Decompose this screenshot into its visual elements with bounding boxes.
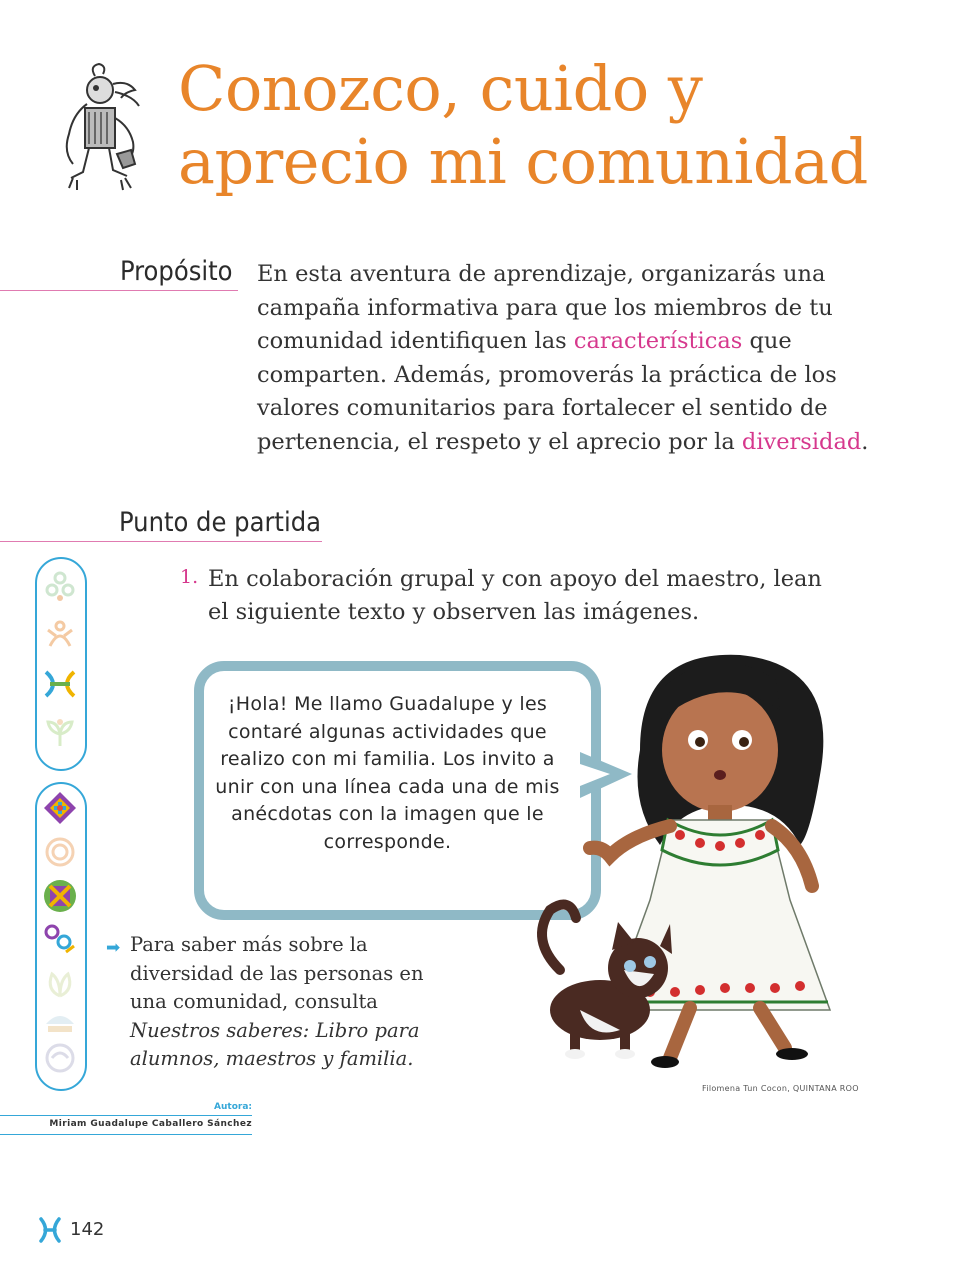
author-label: Autora: <box>214 1102 252 1112</box>
title-line-1: Conozco, cuido y <box>178 52 703 125</box>
circle-faded-icon <box>42 1040 78 1076</box>
reference-book-title: Nuestros saberes: Libro para alumnos, maestros y familia. <box>130 1018 420 1070</box>
keyword-diversidad[interactable]: diversidad <box>741 428 862 455</box>
spiral-faded-icon <box>42 834 78 870</box>
bowl-faded-icon <box>42 1004 78 1040</box>
page-number: 142 <box>70 1219 105 1240</box>
arrow-right-icon: ➡ <box>106 938 121 958</box>
author-divider-bottom <box>0 1134 252 1135</box>
partida-heading: Punto de partida <box>119 507 322 538</box>
reference-note <box>130 931 450 1074</box>
speech-bubble-text: ¡Hola! Me llamo Guadalupe y les contaré algunas actividades que realizo con mi familia. Los invito a unir con una línea cada una de mis anécdotas con la imagen que le corresponde. <box>215 693 560 853</box>
item-number: 1. <box>180 566 199 588</box>
proposito-divider <box>0 290 238 291</box>
illustration-credit: Filomena Tun Cocon, QUINTANA ROO <box>702 1084 859 1093</box>
proposito-heading: Propósito <box>120 256 233 287</box>
item-text: En colaboración grupal y con apoyo del maestro, lean el siguiente texto y observen las imágenes. <box>208 566 822 625</box>
author-name: Miriam Guadalupe Caballero Sánchez <box>49 1119 252 1129</box>
reference-note-text: Para saber más sobre la diversidad de las personas en una comunidad, consulta <box>130 933 424 1013</box>
title-line-2: aprecio mi comunidad <box>178 125 868 198</box>
flower-faded-icon <box>42 568 78 604</box>
author-divider-top <box>0 1115 252 1116</box>
girl-and-cat-illustration <box>520 650 860 1070</box>
chain-links-icon <box>42 922 78 958</box>
proposito-text-part: que comparten. Además, promoverás la práctica de los valores comunitarios para fortalecer el sentido de pertenencia, el respeto y el aprecio por la <box>257 328 837 455</box>
proposito-text-part: En esta aventura de aprendizaje, organizarás una campaña informativa para que los miembros de tu comunidad identifiquen las <box>257 261 833 354</box>
diamond-knot-icon <box>42 790 78 826</box>
indigenous-figure-icon <box>55 62 147 197</box>
dancers-faded-icon <box>42 618 78 654</box>
lotus-faded-icon <box>42 966 78 1002</box>
book-emblem-icon <box>38 1216 62 1244</box>
linked-people-icon <box>42 666 78 702</box>
proposito-text-part: . <box>861 428 869 455</box>
plant-faded-icon <box>42 714 78 750</box>
page-title <box>178 52 958 198</box>
woven-square-icon <box>42 878 78 914</box>
proposito-text <box>257 258 897 459</box>
keyword-caracteristicas[interactable]: características <box>573 328 743 354</box>
partida-divider <box>0 541 322 542</box>
